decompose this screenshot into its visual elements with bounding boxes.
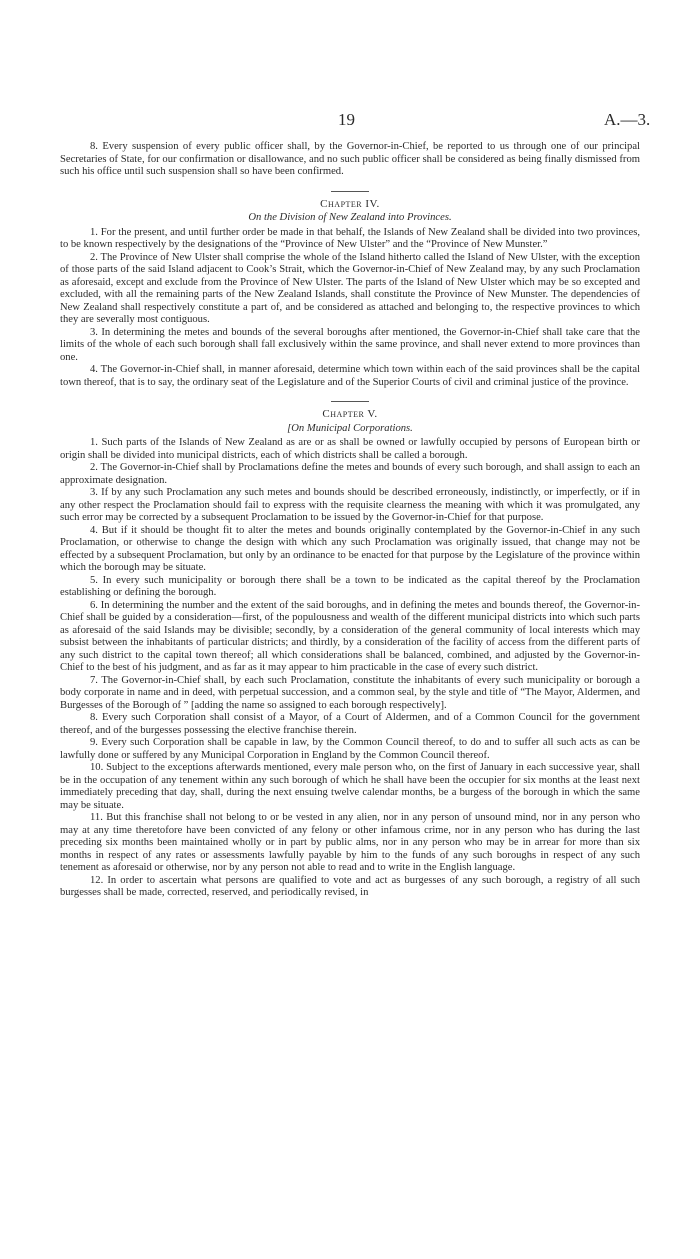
chapter-v-paragraph: 5. In every such municipality or borough there shall be a town to be indicated as the capital thereof by the Proclamation establishing or defining the borough. [60, 574, 640, 598]
chapter-v-paragraph: 2. The Governor-in-Chief shall by Proclamations define the metes and bounds of every such borough, and shall assign to each an approximate designation. [60, 462, 640, 486]
chapter-v-paragraph: 3. If by any such Proclamation any such metes and bounds should be described erroneously, indistinctly, or imperfectly, or if in any other respect the Proclamation should fail to express with the requisite clearness the meaning with which it was promulgated, any such error may be corrected by a subsequent Proclamation to be issued by the Governor-in-Chief for that purpose. [60, 487, 640, 523]
chapter-iv-paragraph: 3. In determining the metes and bounds of the several boroughs after mentioned, the Governor-in-Chief shall take care that the limits of the whole of each such borough shall fall exclusively within the same province, and shall never extend to more provinces than one. [60, 326, 640, 363]
chapter-iv-heading: Chapter IV. [320, 197, 380, 210]
chapter-iv-paragraph: 1. For the present, and until further order be made in that behalf, the Islands of New Zealand shall be divided into two provinces, to be known respectively by the designations of the “Province of New Ulster” and the “Province of New Munster.” [60, 226, 640, 250]
paragraph-intro-8: 8. Every suspension of every public officer shall, by the Governor-in-Chief, be reported to us through one of our principal Secretaries of State, for our confirmation or disallowance, and no such public officer shall be considered as being finally dismissed from such his office until such suspension shall so have been confirmed. [60, 141, 640, 177]
chapter-iv-subtitle: On the Division of New Zealand into Provinces. [248, 212, 452, 223]
chapter-v-heading: Chapter V. [322, 408, 378, 420]
document-reference: A.—3. [604, 110, 651, 129]
chapter-v-paragraph: 10. Subject to the exceptions afterwards mentioned, every male person who, on the first of January in each successive year, shall be in the occupation of any tenement within any such borough of which he shall have been the occupier for six months at the least next immediately preceding that day, shall, during the next ensuing twelve calendar months, be a burgess of the borough in which the same may be situate. [60, 762, 640, 811]
chapter-v-paragraph: 1. Such parts of the Islands of New Zealand as are or as shall be owned or lawfully occupied by persons of European birth or origin shall be divided into municipal districts, each of which districts shall be called a borough. [60, 437, 640, 461]
chapter-iv-paragraph: 2. The Province of New Ulster shall comprise the whole of the Island hitherto called the Island of New Ulster, with the exception of those parts of the said Island adjacent to Cook’s Strait, which the Governor-in-Chief of New Zealand may, by any such Proclamation as aforesaid, except and exclude from the Province of New Ulster. The parts of the Island of New Ulster which may be so excepted and excluded, with all the remaining parts of the New Zealand Islands, shall constitute the Province of New Munster. The dependencies of New Zealand shall respectively constitute a part of, and be considered as attached and belonging to, the respective provinces to which they are severally most contiguous. [60, 251, 640, 325]
chapter-v-paragraph: 8. Every such Corporation shall consist of a Mayor, of a Court of Aldermen, and of a Common Council for the government thereof, and of the burgesses possessing the elective franchise therein. [60, 712, 640, 736]
chapter-v-paragraph: 12. In order to ascertain what persons are qualified to vote and act as burgesses of any such borough, a registry of all such burgesses shall be made, corrected, reserved, and periodically revised, in [60, 874, 640, 898]
chapter-v-paragraph: 4. But if it should be thought fit to alter the metes and bounds originally contemplated by the Governor-in-Chief in any such Proclamation, or otherwise to change the design with which any such Proclamation was originally issued, that change may not be effected by a subsequent Proclamation, but only by an ordinance to be enacted for that purpose by the Legislature of the province within which the borough may be situate. [60, 524, 640, 573]
chapter-v-paragraph: 7. The Governor-in-Chief shall, by each such Proclamation, constitute the inhabitants of every such municipality or borough a body corporate in name and in deed, with perpetual succession, and a common seal, by the style and title of “The Mayor, Aldermen, and Burgesses of the Borough of ” [adding the name so assigned to each borough respectively]. [60, 674, 640, 711]
section-divider [331, 401, 369, 402]
chapter-v-paragraph: 11. But this franchise shall not belong to or be vested in any alien, nor in any person of unsound mind, nor in any person who may at any time theretofore have been convicted of any felony or other infamous crime, nor in any person who has during the last preceding six months been maintained wholly or in part by public alms, nor in any person who may be in arrear for more than six months in respect of any rates or assessments lawfully payable by him to the funds of any such boroughs in respect of any such tenement as aforesaid or otherwise, nor by any person not able to read and to write in the English language. [60, 812, 640, 873]
page-number: 19 [338, 110, 355, 129]
document-body [60, 141, 640, 900]
section-divider [331, 191, 369, 192]
chapter-v-paragraph: 6. In determining the number and the extent of the said boroughs, and in defining the metes and bounds thereof, the Governor-in-Chief shall be guided by a consideration—first, of the populousness and wealth of the different municipal districts into which such parts as aforesaid of the said Islands may be divisible; secondly, by a consideration of the general community of local interests which may subsist between the inhabitants of particular districts; and thirdly, by a consideration of the facility of access from the different parts of any such district to the capital town thereof; all which considerations shall be balanced, combined, and adjusted by the Governor-in-Chief to the best of his judgment, and as far as it may appear to him practicable in the case of every such district. [60, 599, 640, 673]
chapter-v-subtitle: [On Municipal Corporations. [287, 422, 413, 434]
chapter-v-paragraph: 9. Every such Corporation shall be capable in law, by the Common Council thereof, to do and to suffer all such acts as can be lawfully done or suffered by any Municipal Corporation in England by the Common Council thereof. [60, 737, 640, 761]
chapter-iv-paragraph: 4. The Governor-in-Chief shall, in manner aforesaid, determine which town within each of the said provinces shall be the capital town thereof, that is to say, the ordinary seat of the Legislature and of the Superior Courts of civil and criminal justice of the province. [60, 364, 640, 388]
